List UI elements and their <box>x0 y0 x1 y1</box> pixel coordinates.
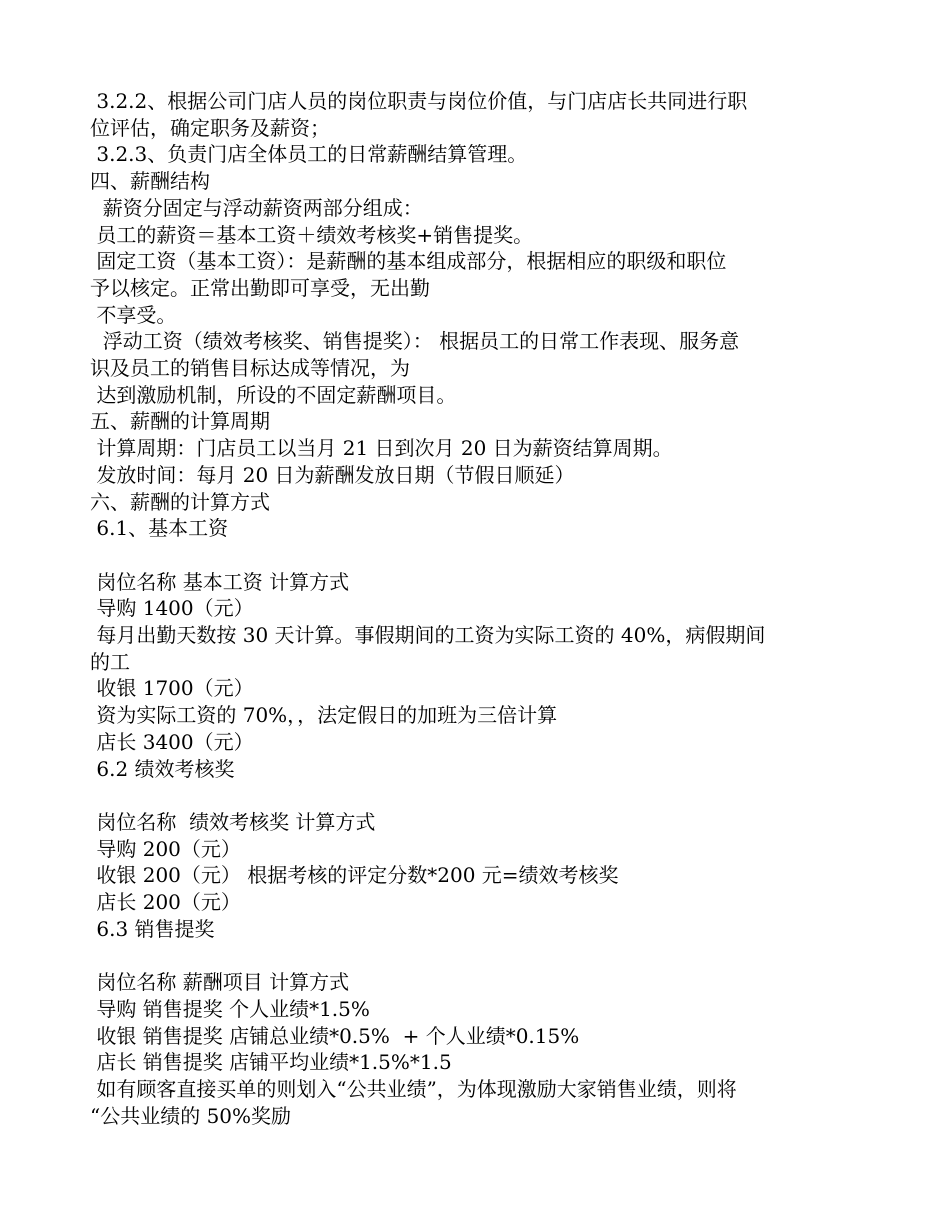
text-line: 如有顾客直接买单的则划入“公共业绩”，为体现激励大家销售业绩，则将 <box>90 1076 737 1101</box>
text-line: 计算周期：门店员工以当月 21 日到次月 20 日为薪资结算周期。 <box>90 436 673 461</box>
text-line: 不享受。 <box>90 302 177 327</box>
document-body <box>90 88 880 1129</box>
table-header: 岗位名称 基本工资 计算方式 <box>90 569 350 594</box>
subsection-heading: 6.3 销售提奖 <box>90 916 215 941</box>
table-header: 岗位名称 薪酬项目 计算方式 <box>90 970 350 995</box>
text-line: 识及员工的销售目标达成等情况，为 <box>90 356 410 381</box>
text-line: 发放时间：每月 20 日为薪酬发放日期（节假日顺延） <box>90 462 575 487</box>
blank-line <box>90 942 880 969</box>
text-line: 3.2.3、负责门店全体员工的日常薪酬结算管理。 <box>90 142 528 167</box>
text-line: 浮动工资（绩效考核奖、销售提奖）： 根据员工的日常工作表现、服务意 <box>90 329 740 354</box>
subsection-heading: 6.2 绩效考核奖 <box>90 756 235 781</box>
table-row: 收银 销售提奖 店铺总业绩*0.5% + 个人业绩*0.15% <box>90 1023 580 1048</box>
subsection-heading: 6.1、基本工资 <box>90 516 229 541</box>
text-line: “公共业绩的 50%奖励 <box>90 1103 292 1128</box>
blank-line <box>90 542 880 569</box>
text-line: 资为实际工资的 70%，，法定假日的加班为三倍计算 <box>90 703 558 728</box>
text-line: 固定工资（基本工资）：是薪酬的基本组成部分，根据相应的职级和职位 <box>90 249 727 274</box>
table-row: 收银 200（元） 根据考核的评定分数*200 元=绩效考核奖 <box>90 863 619 888</box>
text-line: 每月出勤天数按 30 天计算。事假期间的工资为实际工资的 40%，病假期间 <box>90 623 766 648</box>
text-line: 予以核定。正常出勤即可享受，无出勤 <box>90 275 430 300</box>
table-row: 店长 3400（元） <box>90 729 254 754</box>
text-line: 3.2.2、根据公司门店人员的岗位职责与岗位价值，与门店店长共同进行职 <box>90 89 748 113</box>
section-heading: 四、薪酬结构 <box>90 169 210 194</box>
section-heading: 六、薪酬的计算方式 <box>90 489 270 514</box>
table-row: 导购 1400（元） <box>90 596 254 621</box>
table-row: 导购 200（元） <box>90 836 241 861</box>
text-line: 薪资分固定与浮动薪资两部分组成： <box>90 195 423 220</box>
table-row: 店长 销售提奖 店铺平均业绩*1.5%*1.5 <box>90 1050 452 1075</box>
blank-line <box>90 782 880 809</box>
section-heading: 五、薪酬的计算周期 <box>90 409 270 434</box>
table-row: 店长 200（元） <box>90 890 241 915</box>
text-line: 位评估，确定职务及薪资； <box>90 115 330 140</box>
table-row: 收银 1700（元） <box>90 676 254 701</box>
text-line: 的工 <box>90 649 130 674</box>
table-row: 导购 销售提奖 个人业绩*1.5% <box>90 996 370 1021</box>
text-line: 达到激励机制，所设的不固定薪酬项目。 <box>90 382 457 407</box>
table-header: 岗位名称 绩效考核奖 计算方式 <box>90 809 376 834</box>
text-line: 员工的薪资＝基本工资＋绩效考核奖+销售提奖。 <box>90 222 534 247</box>
